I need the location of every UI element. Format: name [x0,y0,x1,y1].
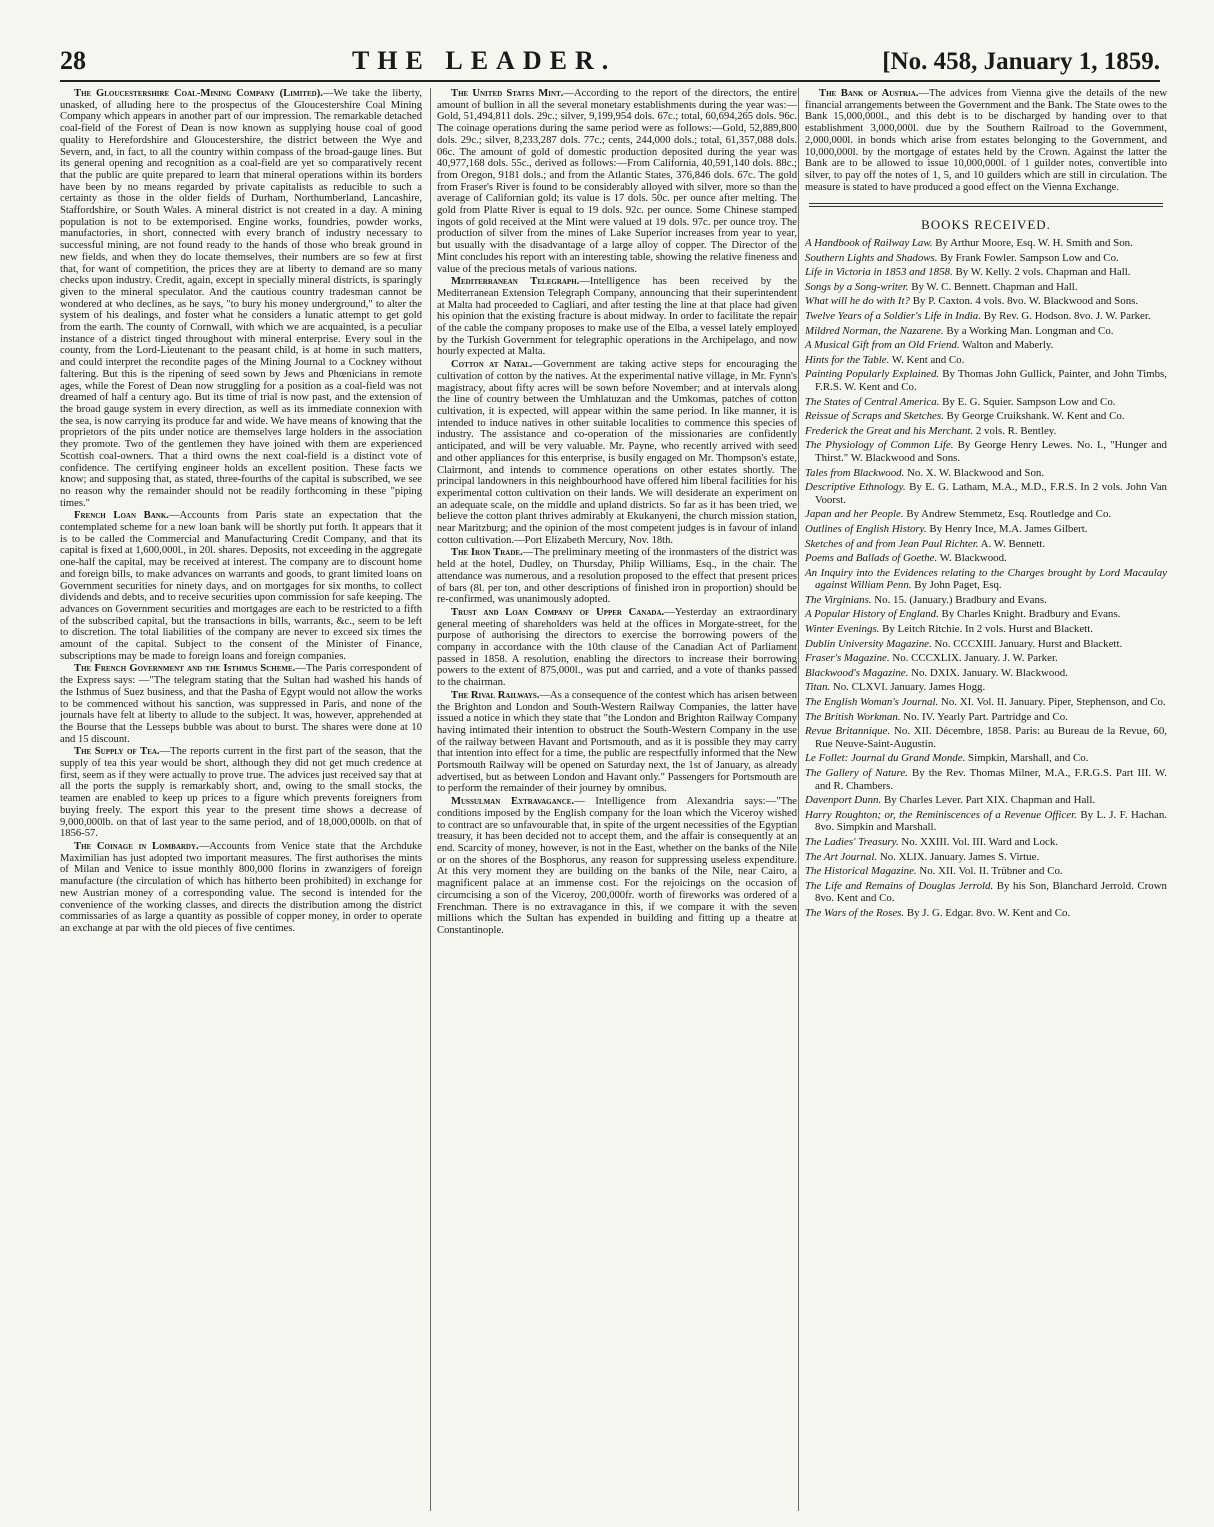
book-details: By Andrew Stemmetz, Esq. Routledge and Co. [903,508,1112,521]
book-entry [805,310,1167,323]
book-details: No. CCCXIII. January. Hurst and Blackett. [931,637,1123,650]
book-title: A Popular History of England. [805,608,939,621]
page-number: 28 [60,46,86,75]
book-details: No. XXIII. Vol. III. Ward and Lock. [898,835,1059,848]
book-details: No. CLXVI. January. James Hogg. [830,681,986,694]
book-title: Hints for the Table. [805,353,890,366]
book-details: By Henry Ince, M.A. James Gilbert. [926,522,1088,535]
book-title: Reissue of Scraps and Sketches. [805,410,944,423]
article-heading: French Loan Bank. [74,510,169,522]
issue-date: [No. 458, January 1, 1859. [882,48,1160,75]
book-entry [805,295,1167,308]
book-entry [805,439,1167,464]
column-3 [798,88,1167,1511]
books-list [805,237,1167,920]
article [437,547,797,606]
book-entry [805,522,1167,536]
book-details: By E. G. Squier. Sampson Low and Co. [939,395,1116,408]
book-entry [805,481,1167,506]
book-entry [805,593,1167,607]
book-details: A. W. Bennett. [978,537,1046,550]
book-details: By E. G. Latham, M.A., M.D., F.R.S. In 2 vols. John Van Voorst. [815,481,1167,506]
book-details: No. IV. Yearly Part. Partridge and Co. [900,710,1068,723]
article-body: —Government are taking active steps for encouraging the cultivation of cotton by the natives. At the experimental native village, in Mr. Fynn's magistracy, about fifty acres will be sown before November; and at intervals along the line of country between the Umhlatuzan and the Umkomas, patches of cotton cultivation, it is expected, will appear within the same period. In like manner, it is intended to induce natives in other suitable localities to commence this species of industry. The assistance and co-operation of the missionaries are confidently anticipated, and will be very valuable. Mr. Payne, who recently arrived with seed and other appliances for this enterprise, is busily engaged on Mr. Thompson's estate, Clairmont, and intends to commence operations on other estates shortly. The principal landowners in this neighbourhood have offered him liberal facilities for his experimental cotton cultivation on their lands. We will desiderate an experiment on an adequate scale, on the middle and upland districts. So far as it has been tried, we believe the cotton plant thrives admirably at Ekukanyeni, the church mission station, near Maritzburg; and the opinion of the most competent judges is in favour of inland cotton cultivation.—Port Elizabeth Mercury, Nov. 18th. [437,359,797,546]
book-entry [805,879,1167,905]
book-entry [805,368,1167,393]
book-entry [805,666,1167,680]
book-details: By Rev. G. Hodson. 8vo. J. W. Parker. [980,310,1151,322]
book-entry [805,725,1167,750]
book-title: The Ladies' Treasury. [805,835,899,848]
book-entry [805,906,1167,920]
article [60,841,422,935]
book-details: By P. Caxton. 4 vols. 8vo. W. Blackwood and Sons. [909,295,1139,308]
article-heading: The French Government and the Isthmus Scheme. [74,663,296,675]
article-heading: The Bank of Austria. [819,88,919,99]
article-body: —The preliminary meeting of the ironmasters of the district was held at the hotel, Dudley, on Thursday, Philip Williams, Esq., in the chair. The attendance was numerous, and a resolution proposed to the effect that present prices of bars (8l. per ton, and other descriptions of finished iron in proportion) should be re-confirmed, was unanimously adopted. [437,547,797,606]
book-title: A Musical Gift from an Old Friend. [805,339,960,352]
book-entry [805,466,1167,480]
book-title: An Inquiry into the Evidences relating to the Charges brought by Lord Macaulay against William Penn. [805,566,1167,592]
book-details: By George Cruikshank. W. Kent and Co. [943,410,1125,423]
book-entry [805,566,1167,592]
book-entry [805,850,1167,864]
book-title: The Art Journal. [805,850,878,863]
book-details: No. XII. Décembre, 1858. Paris: au Bureau de la Revue, 60, Rue Neuve-Saint-Augustin. [815,725,1167,750]
book-title: Titan. [805,681,831,694]
book-details: By W. C. Bennett. Chapman and Hall. [908,280,1078,293]
book-details: No. XLIX. January. James S. Virtue. [877,850,1040,863]
article-body: —The advices from Vienna give the details of the new financial arrangements between the Government and the Bank. The State owes to the Bank 15,000,000l., and this debt is to be discharged by handing over to that establishment 3,000,000l. due by the Southern Railroad to the Government, 2,000,000l. in bonds which arise from estates belonging to the Government, and 10,000,000l. by the mortgage of estates held by the Crown. Against the latter the Bank are to be allowed to issue 10,000,000l. of 1 guilder notes, convertible into silver, to pay off the notes of 1, 5, and 10 guilders which are still in circulation. The measure is stated to have produced a good effect on the Vienna Exchange. [805,88,1167,193]
book-details: By his Son, Blanchard Jerrold. Crown 8vo. Kent and Co. [815,879,1167,905]
book-entry [805,835,1167,849]
article-heading: Mussulman Extravagance. [451,796,575,808]
book-title: Fraser's Magazine. [805,652,890,665]
article [60,663,422,745]
article-body: —According to the report of the directors, the entire amount of bullion in all the several monetary establishments during the year was:—Gold, 51,494,811 dols. 29c.; silver, 9,199,954 dols. 67c.; total, 60,694,265 dols. 96c. The coinage operations during the same period were as follows:—Gold, 52,889,800 dols. 29c.; silver, 8,233,287 dols. 77c.; cents, 244,000 dols.; total, 61,357,088 dols. 06c. The amount of gold of domestic production deposited during the year was 40,977,168 dols. 55c., derived as follows:—From California, 40,591,140 dols. 88c.; from Oregon, 9181 dols.; and from the Atlantic States, 376,846 dols. 67c. The gold from Fraser's River is found to be considerably alloyed with silver, more so than the average of Californian gold; its value is 17 dols. 50c. per ounce after melting. The gold from Platte River is equal to 19 dols. 92c. per ounce. Some Chinese stamped ingots of gold received at the Mint were valued at 19 dols. 97c. per ounce troy. The production of silver from the mines of Lake Superior increases from year to year, but usually with the disadvantage of a large alloy of copper. The Director of the Mint concludes his report with an interesting table, showing the relative fineness and value of the precious metals of various nations. [437,88,797,275]
books-received-heading: BOOKS RECEIVED. [921,217,1051,233]
book-details: By J. G. Edgar. 8vo. W. Kent and Co. [904,906,1071,919]
book-entry [805,865,1167,878]
article-body: —Accounts from Venice state that the Archduke Maximilian has just adopted two important measures. The first authorises the mints of Milan and Venice to issue monthly 800,000 florins in zwanzigers of foreign manufacture (the circulation of which has hitherto been prohibited) in exchange for new Austrian money of a corresponding value. The second is intended for the convenience of the working classes, and directs the distribution among the district commissaries of as large a quantity as possible of copper money, in order to operate an exchange at par with the old pieces of five centimes. [60,841,422,934]
article [437,690,797,795]
book-entry [805,652,1167,665]
book-details: No. 15. (January.) Bradbury and Evans. [871,593,1047,606]
book-details: W. Kent and Co. [889,353,965,366]
book-entry [805,767,1167,792]
article-body: —The reports current in the first part of the season, that the supply of tea this year would be short, although they did not get much credence at first, seem as if they were actually to prove true. The advices just received say that at all the ports the supply is remarkably short, and, owing to the small stocks, the teamen are enabled to keep up prices to a figure which prevents foreigners from buying freely. The export this year to the present time shows a decrease of 9,000,000lb. on that of last year to the same period, and of 18,000,000lb. on that of 1856-57. [60,746,422,840]
book-details: No. DXIX. January. W. Blackwood. [908,666,1068,679]
article [437,276,797,358]
article-heading: The Supply of Tea. [74,746,160,758]
article-heading: The Iron Trade. [451,547,523,559]
book-entry [805,696,1167,709]
book-details: 2 vols. R. Bentley. [973,424,1057,437]
article [437,88,797,275]
book-entry [805,537,1167,551]
article-heading: The Coinage in Lombardy. [74,841,199,852]
book-entry [805,794,1167,807]
book-title: Davenport Dunn. [805,794,882,807]
book-title: Winter Evenings. [805,623,880,636]
book-title: Mildred Norman, the Nazarene. [805,324,944,337]
book-details: Walton and Maberly. [959,339,1054,352]
article [437,359,797,546]
book-details: No. XI. Vol. II. January. Piper, Stephenson, and Co. [938,696,1166,709]
book-entry [805,681,1167,694]
masthead [60,46,1160,82]
book-title: Poems and Ballads of Goethe. [805,552,938,565]
book-title: The British Workman. [805,710,901,723]
book-title: Outlines of English History. [805,522,927,535]
book-entry [805,251,1167,265]
book-title: Harry Roughton; or, the Reminiscences of a Revenue Officer. [805,808,1077,821]
book-details: By Thomas John Gullick, Painter, and John Timbs, F.R.S. W. Kent and Co. [815,368,1167,393]
book-details: No. CCCXLIX. January. J. W. Parker. [889,652,1058,665]
article-body: —As a consequence of the contest which has arisen between the Brighton and London and South-Western Railway Companies, the latter have issued a notice in which they state that "the London and Brighton Railway Company having intimated their intention to obstruct the South-Western Company in the use of the railway between Havant and Portsmouth, and as it is possible they may carry that intention into effect for a time, the public are respectfully informed that the New Portsmouth Railway will be opened on Saturday next, the 1st of January, as already advertised, but as between London and Havant only." Passengers for Portsmouth are to perform the remainder of their journey by omnibus. [437,689,797,795]
book-title: Southern Lights and Shadows. [805,251,938,264]
book-entry [805,710,1167,724]
article-heading: The United States Mint. [451,88,564,99]
book-title: Blackwood's Magazine. [805,666,909,679]
book-title: The Virginians. [805,593,872,606]
book-title: Songs by a Song-writer. [805,280,909,293]
book-entry [805,608,1167,621]
book-title: Descriptive Ethnology. [805,481,906,494]
book-details: By a Working Man. Longman and Co. [943,324,1114,337]
book-title: The Life and Remains of Douglas Jerrold. [805,879,994,892]
article [805,88,1167,193]
book-details: By Leitch Ritchie. In 2 vols. Hurst and Blackett. [879,623,1093,636]
book-entry [805,808,1167,834]
newspaper-title: THE LEADER. [351,46,617,75]
article-heading: Trust and Loan Company of Upper Canada. [451,606,665,618]
book-title: Revue Britannique. [805,725,891,738]
book-title: The Gallery of Nature. [805,767,908,779]
article-body: —The Paris correspondent of the Express says: —"The telegram stating that the Sultan had washed his hands of the Isthmus of Suez business, and that the Pasha of Egypt would not allow the works to be commenced without his sanction, was suppressed in Paris, and none of the journals have felt at liberty to allude to the subject. It was, however, apprehended at the Bourse that the Lesseps bubble was about to burst. The shares were done at 10 and 15 discount. [60,663,422,745]
book-details: Simpkin, Marshall, and Co. [965,752,1089,765]
book-entry [805,324,1167,338]
book-entry [805,339,1167,352]
article [60,88,422,509]
book-title: Twelve Years of a Soldier's Life in India. [805,310,981,322]
book-details: By the Rev. Thomas Milner, M.A., F.R.G.S. Part III. W. and R. Chambers. [815,767,1167,792]
column-2 [430,88,797,1511]
article-heading: The Gloucestershire Coal-Mining Company (Limited). [74,88,323,99]
column-1 [60,88,422,1511]
book-details: By Charles Lever. Part XIX. Chapman and Hall. [881,794,1096,807]
book-entry [805,266,1167,279]
book-title: Life in Victoria in 1853 and 1858. [805,266,953,279]
article [437,607,797,689]
book-details: By George Henry Lewes. No. I., "Hunger and Thirst." W. Blackwood and Sons. [815,439,1167,464]
article [60,746,422,840]
article-heading: The Rival Railways. [451,689,540,701]
book-details: No. X. W. Blackwood and Son. [904,466,1045,479]
book-title: The Physiology of Common Life. [805,439,954,452]
book-details: By Charles Knight. Bradbury and Evans. [938,608,1121,621]
book-entry [805,623,1167,636]
book-entry [805,752,1167,765]
section-divider [809,203,1163,207]
book-entry [805,353,1167,367]
article [60,510,422,662]
book-title: The Wars of the Roses. [805,906,905,919]
book-entry [805,424,1167,438]
book-entry [805,508,1167,521]
book-title: A Handbook of Railway Law. [805,237,933,250]
book-title: The States of Central America. [805,395,940,408]
book-title: The Historical Magazine. [805,865,917,878]
book-entry [805,280,1167,294]
book-entry [805,410,1167,423]
article-body: — Intelligence from Alexandria says:—"The conditions imposed by the English company for the loan which the Viceroy wished to contract are so unfavourable that, in spite of the urgent necessities of the Egyptian treasury, it has been decided not to accept them, and the affair is consequently at an end. Scarcity of money, however, is not in the East, whether on the banks of the Nile or on the shores of the Bosphorus, any reason for suppressing useless expenditure. At this very moment they are building on the banks of the Nile, near Cairo, a magnificent palace at an immense cost. For the rejoicings on the occasion of circumcising a son of the Viceroy, 200,000fr. worth of fireworks was ordered of a Frenchman. There is no extravagance in this, if we compare it with the seven millions which the Sultan has expended in building and fitting up a theatre at Constantinople. [437,796,797,936]
book-details: No. XII. Vol. II. Trübner and Co. [916,865,1063,878]
article-body: —Accounts from Paris state an expectation that the contemplated scheme for a new loan bank will be shortly put forth. It appears that it is to be called the Commercial and Manufacturing Credit Company, and that its capital is fixed at 1,600,000l., in 20l. shares. Deposits, not exceeding in the aggregate one-half the capital, may be received at interest. The company are to discount home and foreign bills, to make advances on warrants and goods, to grant limited loans on Government securities for ninety days, and on mortgages for six months, to collect dividends and debts, and to receive securities upon commission for safe keeping. The advances on Government securities and mortgages are each to be restricted to a fifth of the subscribed capital, but the transactions in bills, warrants, &c., seem to be left to discretion. The total liabilities of the company are never to exceed six times the amount of the capital. Subject to the consent of the Minister of Finance, subscriptions may be made to foreign loans and foreign companies. [60,510,422,662]
book-entry [805,552,1167,565]
book-details: By Arthur Moore, Esq. W. H. Smith and Son. [932,237,1133,250]
article-heading: Mediterranean Telegraph. [451,276,580,288]
book-title: What will he do with It? [805,295,910,308]
book-details: By Frank Fowler. Sampson Low and Co. [937,251,1119,264]
book-entry [805,237,1167,250]
book-title: Sketches of and from Jean Paul Richter. [805,537,979,550]
book-title: Painting Popularly Explained. [805,368,940,381]
article [437,796,797,936]
book-details: By L. J. F. Hachan. 8vo. Simpkin and Marshall. [815,808,1167,834]
article-body: —We take the liberty, unasked, of alluding here to the prospectus of the Gloucestershire Coal Mining Company which appears in another part of our impression. The remarkable detached coal-field of the Forest of Dean is now known as supplying house coal of good quality to Herefordshire and Gloucestershire, the district between the Wye and Severn, and, in fact, to all the country within compass of the broad-gauge lines. But its general opening and recognition as a coal-field are yet so comparatively recent that the public are quite prepared to learn that mineral operations within its borders have been by no means regarded by private capitalists as reducible to such a certainty as those in the older fields of Durham, Northumberland, Lancashire, Staffordshire, or South Wales. A mineral district is not created in a day. A mining population is not to be extemporised. Engine works, foundries, powder works, manufactories, in short, connected with every branch of industry necessary to successful mining, are not found ready to the hands of those who break ground in new fields, and when they do locate themselves, their numbers are so few at first that, for want of competition, the prices they are at liberty to demand are so many checks upon industry. Credit, again, except in specially mineral districts, is sparingly given to the mineral speculator. And the cautious country tradesman cannot be wondered at who declines, as he says, "to bury his money underground," to alter the system of his dealings, and foster what he considers a lunatic attempt to get gold from the earth. The county of Cornwall, with which we are acquainted, is a peculiar instance of a district tinged throughout with mineral enterprise. Every soul in the county, from the Lord-Lieutenant to the peasant child, is at home in such matters, and could interpret the recondite pages of the Mining Journal to a Cockney without faltering. But this is the ripening of seed sown by Jews and Phœnicians in remote ages, while the Forest of Dean now struggling for a position as a coal-field was not dreamed of half a century ago. But its time of trial is now past, and the extension of the broad gauge system in every direction, as well as its immediate connexion with the sea, is now carrying its produce far and wide. We have means of knowing that the proprietors of the pits under notice are themselves large holders in the association they promote. Two of the gentlemen they have joined with them are experienced Scottish coal-owners. That a third owns the next coal-field is a distinct vote of confidence. The certifying engineer holds an excellent position. These facts we know; and supposing that, as stated, three-fourths of the capital is subscribed, we see no reason why the remainder should not be readily forthcoming in these "piping times." [60,88,422,509]
book-title: Dublin University Magazine. [805,637,932,650]
book-details: By John Paget, Esq. [911,579,1002,592]
article-body: —Yesterday an extraordinary general meeting of shareholders was held at the offices in Morgate-street, for the purpose of authorising the directors to exercise the borrowing powers of the company in accordance with the 10th clause of the Canadian Act of Parliament passed in 1858. A resolution, enabling the directors to increase their borrowing powers to the extent of 875,000l., was put and carried, and a vote of thanks passed to the chairman. [437,606,797,689]
book-entry [805,637,1167,651]
article-body: —Intelligence has been received by the Mediterranean Extension Telegraph Company, announcing that their superintendent at Malta had proceeded to Cagliari, and after testing the line at that place had given his opinion that the existing fracture is about midway. In order to facilitate the repair of the cable the company proposes to make use of the Elba, a vessel lately employed by the Turkish Government for telegraphic operations in the Archipelago, and now hourly expected at Malta. [437,276,797,358]
book-title: Japan and her People. [805,508,904,521]
book-details: By W. Kelly. 2 vols. Chapman and Hall. [952,266,1131,279]
book-entry [805,395,1167,409]
book-title: The English Woman's Journal. [805,696,939,709]
book-details: W. Blackwood. [937,552,1007,565]
book-title: Le Follet: Journal du Grand Monde. [805,752,966,765]
book-title: Tales from Blackwood. [805,466,905,479]
book-title: Frederick the Great and his Merchant. [805,424,974,437]
article-heading: Cotton at Natal. [451,359,533,371]
